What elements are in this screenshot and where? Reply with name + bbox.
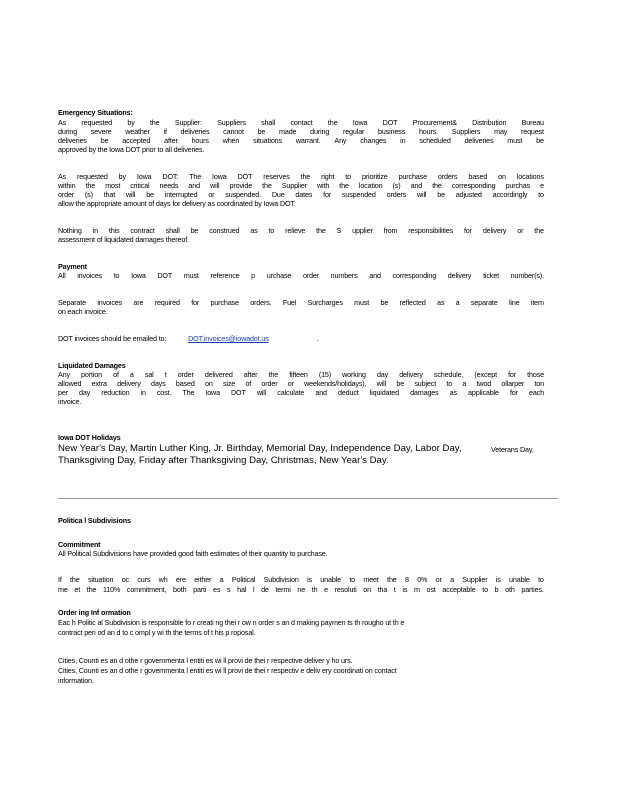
political-heading: Politica l Subdivisions bbox=[58, 516, 131, 525]
word: Any bbox=[58, 370, 70, 379]
word: situation bbox=[87, 575, 114, 584]
word: 110% bbox=[102, 585, 121, 594]
word: invoices bbox=[77, 271, 103, 280]
word: delivery bbox=[399, 370, 423, 379]
word: the bbox=[149, 118, 160, 127]
word: reference bbox=[210, 271, 240, 280]
word: per bbox=[58, 388, 68, 397]
word: DOT bbox=[157, 271, 173, 280]
word: required bbox=[154, 298, 180, 307]
word: in bbox=[92, 226, 98, 235]
word: curs bbox=[137, 575, 151, 584]
word: responsibilities bbox=[408, 226, 454, 235]
word: severe bbox=[90, 127, 112, 136]
word: reflected bbox=[399, 298, 426, 307]
word: be bbox=[100, 136, 109, 145]
word: situations bbox=[253, 136, 282, 145]
word: adjusted bbox=[455, 190, 482, 199]
word: for bbox=[323, 190, 332, 199]
word: es bbox=[213, 585, 221, 594]
word: each bbox=[528, 388, 544, 397]
word: during bbox=[58, 127, 78, 136]
word: the bbox=[268, 370, 279, 379]
word: of bbox=[245, 379, 252, 388]
commitment-heading: Commitment bbox=[58, 540, 101, 549]
word: must bbox=[354, 298, 370, 307]
word: me bbox=[58, 585, 68, 594]
word: will bbox=[376, 379, 387, 388]
word: will bbox=[125, 190, 136, 199]
word: Suppliers bbox=[451, 127, 481, 136]
word: order bbox=[58, 190, 75, 199]
word: DOT bbox=[382, 118, 398, 127]
payment-email-tail: . bbox=[316, 334, 319, 343]
word: separate bbox=[470, 298, 498, 307]
word: days bbox=[150, 379, 166, 388]
word: s bbox=[226, 585, 231, 594]
emergency-p2-line-1 bbox=[58, 172, 544, 181]
word: scheduled bbox=[419, 136, 451, 145]
word: numbers bbox=[330, 271, 358, 280]
word: purchase bbox=[398, 172, 427, 181]
word: or bbox=[208, 190, 215, 199]
word: S bbox=[336, 226, 342, 235]
word: to bbox=[345, 172, 351, 181]
word: contact bbox=[290, 118, 313, 127]
word: suspended bbox=[341, 190, 376, 199]
word: for bbox=[509, 388, 518, 397]
word: deliveries bbox=[180, 127, 210, 136]
word: the bbox=[327, 118, 338, 127]
ordering-line-2: contract peri od an d to c ompl y wi th the terms of t his p roposal. bbox=[58, 628, 256, 637]
word: 8 bbox=[405, 575, 409, 584]
word: for bbox=[191, 298, 200, 307]
word: be bbox=[380, 298, 389, 307]
word: Supplier: bbox=[174, 118, 202, 127]
word: Supplier bbox=[281, 181, 307, 190]
liquidated-heading: Liquidated Damages bbox=[58, 361, 126, 370]
word: be bbox=[146, 190, 154, 199]
word: to bbox=[349, 575, 356, 584]
word: t bbox=[164, 370, 167, 379]
word: damages bbox=[410, 388, 439, 397]
word: Procurement& bbox=[412, 118, 457, 127]
word: on bbox=[498, 172, 506, 181]
word: order bbox=[177, 370, 194, 379]
word: reserves bbox=[263, 172, 290, 181]
word: schedule, bbox=[433, 370, 464, 379]
word: is bbox=[402, 585, 408, 594]
liquidated-line-2 bbox=[58, 379, 544, 388]
word: on bbox=[363, 585, 371, 594]
word: termi bbox=[275, 585, 291, 594]
word: be bbox=[190, 226, 199, 235]
word: sal bbox=[144, 370, 154, 379]
word: request bbox=[520, 127, 544, 136]
liquidated-line-3 bbox=[58, 388, 544, 397]
word: corresponding bbox=[451, 181, 496, 190]
word: tha bbox=[377, 585, 388, 594]
word: with bbox=[317, 181, 330, 190]
word: will bbox=[210, 181, 220, 190]
word: twod bbox=[476, 379, 492, 388]
word: m bbox=[413, 585, 420, 594]
word: e bbox=[324, 585, 328, 594]
word: is bbox=[307, 575, 312, 584]
word: portion bbox=[81, 370, 102, 379]
emergency-heading: Emergency Situations: bbox=[58, 108, 133, 117]
word: the bbox=[262, 181, 272, 190]
holidays-line-1: New Year's Day, Martin Luther King, Jr. Birthday, Memorial Day, Independence Day, Labor Day, bbox=[58, 443, 462, 454]
word: size bbox=[222, 379, 236, 388]
word: Separate bbox=[58, 298, 86, 307]
word: et bbox=[74, 585, 81, 594]
word: for bbox=[463, 226, 472, 235]
payment-email-row bbox=[58, 334, 319, 343]
word: by bbox=[127, 118, 135, 127]
word: purchas bbox=[505, 181, 531, 190]
emergency-p3-line-1 bbox=[58, 226, 544, 235]
word: DOT bbox=[231, 388, 246, 397]
word: Bureau bbox=[521, 118, 544, 127]
word: and bbox=[410, 181, 423, 190]
emergency-p1-line-3 bbox=[58, 136, 544, 145]
word: p bbox=[251, 271, 256, 280]
word: parties. bbox=[521, 585, 544, 594]
word: (s) bbox=[84, 190, 93, 199]
word: prioritize bbox=[361, 172, 388, 181]
word: requested bbox=[77, 172, 108, 181]
word: orders. bbox=[250, 298, 272, 307]
emergency-p1-line-2 bbox=[58, 127, 544, 136]
word: (s) bbox=[392, 181, 401, 190]
word: oc bbox=[121, 575, 129, 584]
word: e bbox=[540, 181, 544, 190]
word: number(s). bbox=[510, 271, 544, 280]
word: when bbox=[222, 136, 240, 145]
word: If bbox=[58, 575, 62, 584]
word: the bbox=[387, 575, 397, 584]
situation-line-1 bbox=[58, 575, 544, 584]
word: The bbox=[189, 172, 202, 181]
word: ere bbox=[175, 575, 186, 584]
holidays-line-2: Thanksgiving Day, Friday after Thanksgiving Day, Christmas, New Year's Day. bbox=[58, 455, 389, 466]
word: a bbox=[450, 575, 454, 584]
word: those bbox=[527, 370, 544, 379]
word: are bbox=[133, 298, 144, 307]
word: calculate bbox=[277, 388, 305, 397]
word: must bbox=[507, 136, 523, 145]
word: regular bbox=[342, 127, 365, 136]
word: t bbox=[393, 585, 396, 594]
word: day bbox=[376, 370, 389, 379]
word: the bbox=[534, 226, 544, 235]
word: to bbox=[268, 226, 275, 235]
word: a bbox=[129, 370, 134, 379]
word: during bbox=[310, 127, 330, 136]
emergency-p2-line-3 bbox=[58, 190, 544, 199]
word: and bbox=[369, 271, 381, 280]
word: allowed bbox=[58, 379, 82, 388]
word: be bbox=[437, 190, 445, 199]
word: changes bbox=[360, 136, 387, 145]
word: either bbox=[194, 575, 212, 584]
word: shall bbox=[165, 226, 180, 235]
word: working bbox=[342, 370, 366, 379]
emergency-p2-line-4: allow the appropriate amount of days for delivery as coordinated by Iowa DOT. bbox=[58, 199, 296, 208]
word: or bbox=[517, 226, 524, 235]
word: the bbox=[85, 181, 96, 190]
word: is bbox=[495, 575, 501, 584]
word: applicable bbox=[468, 388, 499, 397]
word: wh bbox=[158, 575, 168, 584]
word: to bbox=[482, 585, 488, 594]
situation-line-2 bbox=[58, 585, 544, 594]
word: th bbox=[311, 585, 318, 594]
word: critical bbox=[130, 181, 150, 190]
word: after bbox=[164, 136, 178, 145]
word: deduct bbox=[337, 388, 359, 397]
word: based bbox=[468, 172, 488, 181]
word: delivered bbox=[204, 370, 233, 379]
word: a bbox=[455, 298, 460, 307]
cities-line-1: Cities, Counti es an d othe r governmenta l entiti es wi ll provi de thei r respective deliver y ho urs. bbox=[58, 656, 353, 665]
commitment-text: All Political Subdivisions have provided good faith estimates of their quantity to purchase. bbox=[58, 549, 328, 558]
word: the bbox=[316, 226, 326, 235]
word: Suppliers bbox=[217, 118, 246, 127]
word: deliveries bbox=[464, 136, 494, 145]
word: purchase bbox=[210, 298, 239, 307]
word: to bbox=[446, 379, 453, 388]
emergency-p1-line-4: approved by the Iowa DOT prior to all deliveries. bbox=[58, 145, 205, 154]
word: to bbox=[538, 575, 544, 584]
holidays-veterans: Veterans Day, bbox=[491, 445, 534, 454]
word: be bbox=[257, 127, 266, 136]
word: must bbox=[183, 271, 199, 280]
word: and bbox=[315, 388, 327, 397]
word: within bbox=[58, 181, 76, 190]
word: after bbox=[243, 370, 258, 379]
emergency-p1-line-1 bbox=[58, 118, 544, 127]
word: ton bbox=[534, 379, 544, 388]
word: and bbox=[188, 181, 200, 190]
word: Iowa bbox=[136, 172, 152, 181]
word: Iowa bbox=[212, 172, 227, 181]
word: for bbox=[508, 370, 517, 379]
word: or bbox=[287, 379, 294, 388]
word: (15) bbox=[318, 370, 332, 379]
word: to bbox=[113, 271, 120, 280]
emergency-p3-line-2: assessment of liquidated damages thereof. bbox=[58, 235, 189, 244]
cities-line-3: information. bbox=[58, 676, 94, 685]
word: unable bbox=[509, 575, 530, 584]
word: or bbox=[435, 575, 442, 584]
word: Iowa bbox=[131, 271, 146, 280]
word: Any bbox=[334, 136, 347, 145]
word: reduction bbox=[101, 388, 130, 397]
word: made bbox=[279, 127, 297, 136]
word: business bbox=[378, 127, 406, 136]
word: cannot bbox=[223, 127, 244, 136]
word: weather bbox=[125, 127, 150, 136]
word: The bbox=[182, 388, 195, 397]
word: hours. bbox=[418, 127, 439, 136]
holidays-heading: Iowa DOT Holidays bbox=[58, 433, 121, 442]
word: ost bbox=[426, 585, 436, 594]
word: DOT bbox=[237, 172, 253, 181]
word: locations bbox=[516, 172, 544, 181]
word: 0% bbox=[417, 575, 428, 584]
word: accepted bbox=[122, 136, 151, 145]
payment-email-link[interactable]: DOT.invoices@iowadot.us bbox=[188, 334, 269, 343]
cities-line-2: Cities, Counti es an d othe r governmenta l entiti es wi ll provi de thei r respectiv e deliv ery coordinati on contact bbox=[58, 666, 397, 675]
word: corresponding bbox=[392, 271, 437, 280]
word: oth bbox=[505, 585, 515, 594]
word: Nothing bbox=[58, 226, 82, 235]
word: will bbox=[256, 388, 267, 397]
payment-p1 bbox=[58, 271, 544, 280]
word: warrant. bbox=[295, 136, 321, 145]
word: be bbox=[536, 136, 544, 145]
word: Iowa bbox=[205, 388, 220, 397]
word: relieve bbox=[285, 226, 306, 235]
word: ne bbox=[297, 585, 306, 594]
word: be bbox=[396, 379, 405, 388]
payment-p2-line-1 bbox=[58, 298, 544, 307]
word: construed bbox=[209, 226, 240, 235]
word: the bbox=[339, 181, 349, 190]
word: the bbox=[300, 172, 311, 181]
word: As bbox=[58, 172, 67, 181]
word: if bbox=[163, 127, 167, 136]
word: de bbox=[261, 585, 269, 594]
word: l bbox=[252, 585, 255, 594]
word: invoices bbox=[97, 298, 123, 307]
word: ollarper bbox=[501, 379, 525, 388]
word: meet bbox=[363, 575, 379, 584]
word: to bbox=[538, 190, 544, 199]
word: resoluti bbox=[334, 585, 357, 594]
word: subject bbox=[414, 379, 437, 388]
word: contract bbox=[130, 226, 155, 235]
word: Subdivision bbox=[263, 575, 299, 584]
word: most bbox=[105, 181, 121, 190]
word: in bbox=[140, 388, 146, 397]
word: provide bbox=[229, 181, 253, 190]
liquidated-line-4: invoice. bbox=[58, 397, 82, 406]
word: hours bbox=[191, 136, 209, 145]
word: dates bbox=[295, 190, 313, 199]
word: delivery bbox=[482, 226, 507, 235]
payment-email-label: DOT invoices should be emailed to: bbox=[58, 334, 167, 343]
word: hal bbox=[237, 585, 247, 594]
word: the bbox=[86, 585, 97, 594]
word: that bbox=[103, 190, 116, 199]
word: parti bbox=[193, 585, 207, 594]
word: from bbox=[383, 226, 398, 235]
payment-heading: Payment bbox=[58, 262, 87, 271]
word: day bbox=[79, 388, 91, 397]
word: order bbox=[261, 379, 278, 388]
word: location bbox=[358, 181, 383, 190]
word: As bbox=[58, 118, 67, 127]
word: suspended. bbox=[225, 190, 261, 199]
word: acceptable bbox=[442, 585, 476, 594]
word: delivery bbox=[117, 379, 141, 388]
word: line bbox=[508, 298, 520, 307]
word: ticket bbox=[483, 271, 499, 280]
word: item bbox=[530, 298, 544, 307]
word: may bbox=[494, 127, 508, 136]
word: right bbox=[321, 172, 335, 181]
word: unable bbox=[320, 575, 341, 584]
word: Iowa bbox=[352, 118, 368, 127]
word: the bbox=[70, 575, 80, 584]
word: Surcharges bbox=[307, 298, 343, 307]
word: deliveries bbox=[58, 136, 87, 145]
section-divider bbox=[58, 498, 558, 499]
word: of bbox=[113, 370, 119, 379]
word: based bbox=[175, 379, 195, 388]
word: Political bbox=[231, 575, 256, 584]
word: a bbox=[219, 575, 224, 584]
word: interrupted bbox=[164, 190, 198, 199]
word: Due bbox=[271, 190, 285, 199]
word: commitment, bbox=[126, 585, 167, 594]
word: b bbox=[494, 585, 499, 594]
word: on bbox=[204, 379, 213, 388]
liquidated-line-1 bbox=[58, 370, 544, 379]
word: delivery bbox=[447, 271, 472, 280]
word: requested bbox=[81, 118, 113, 127]
word: both bbox=[173, 585, 187, 594]
word: by bbox=[118, 172, 126, 181]
word: orders bbox=[437, 172, 458, 181]
word: urchase bbox=[266, 271, 292, 280]
word: needs bbox=[159, 181, 179, 190]
word: Fuel bbox=[282, 298, 297, 307]
word: All bbox=[58, 271, 66, 280]
word: this bbox=[108, 226, 120, 235]
word: accordingly bbox=[492, 190, 528, 199]
word: a bbox=[462, 379, 467, 388]
word: in bbox=[400, 136, 406, 145]
word: DOT: bbox=[162, 172, 179, 181]
word: the bbox=[432, 181, 442, 190]
word: as bbox=[449, 388, 457, 397]
emergency-p2-line-2 bbox=[58, 181, 544, 190]
word: weekends/holidays), bbox=[304, 379, 367, 388]
ordering-line-1: Eac h Politic al Subdivision is responsible fo r creati ng thei r ow n order s an d making paymen ts th rougho ut th e bbox=[58, 618, 405, 627]
word: as bbox=[250, 226, 258, 235]
word: order bbox=[302, 271, 319, 280]
word: liquidated bbox=[369, 388, 399, 397]
word: Supplier bbox=[462, 575, 488, 584]
word: orders bbox=[386, 190, 407, 199]
payment-p2-line-2: on each invoice. bbox=[58, 307, 108, 316]
word: fifteen bbox=[289, 370, 308, 379]
word: upplier bbox=[352, 226, 373, 235]
word: Distribution bbox=[472, 118, 507, 127]
word: as bbox=[437, 298, 445, 307]
word: will bbox=[416, 190, 427, 199]
word: extra bbox=[91, 379, 107, 388]
ordering-heading: Order ing Inf ormation bbox=[58, 608, 131, 617]
word: shall bbox=[261, 118, 276, 127]
word: (except bbox=[474, 370, 497, 379]
word: cost. bbox=[156, 388, 172, 397]
